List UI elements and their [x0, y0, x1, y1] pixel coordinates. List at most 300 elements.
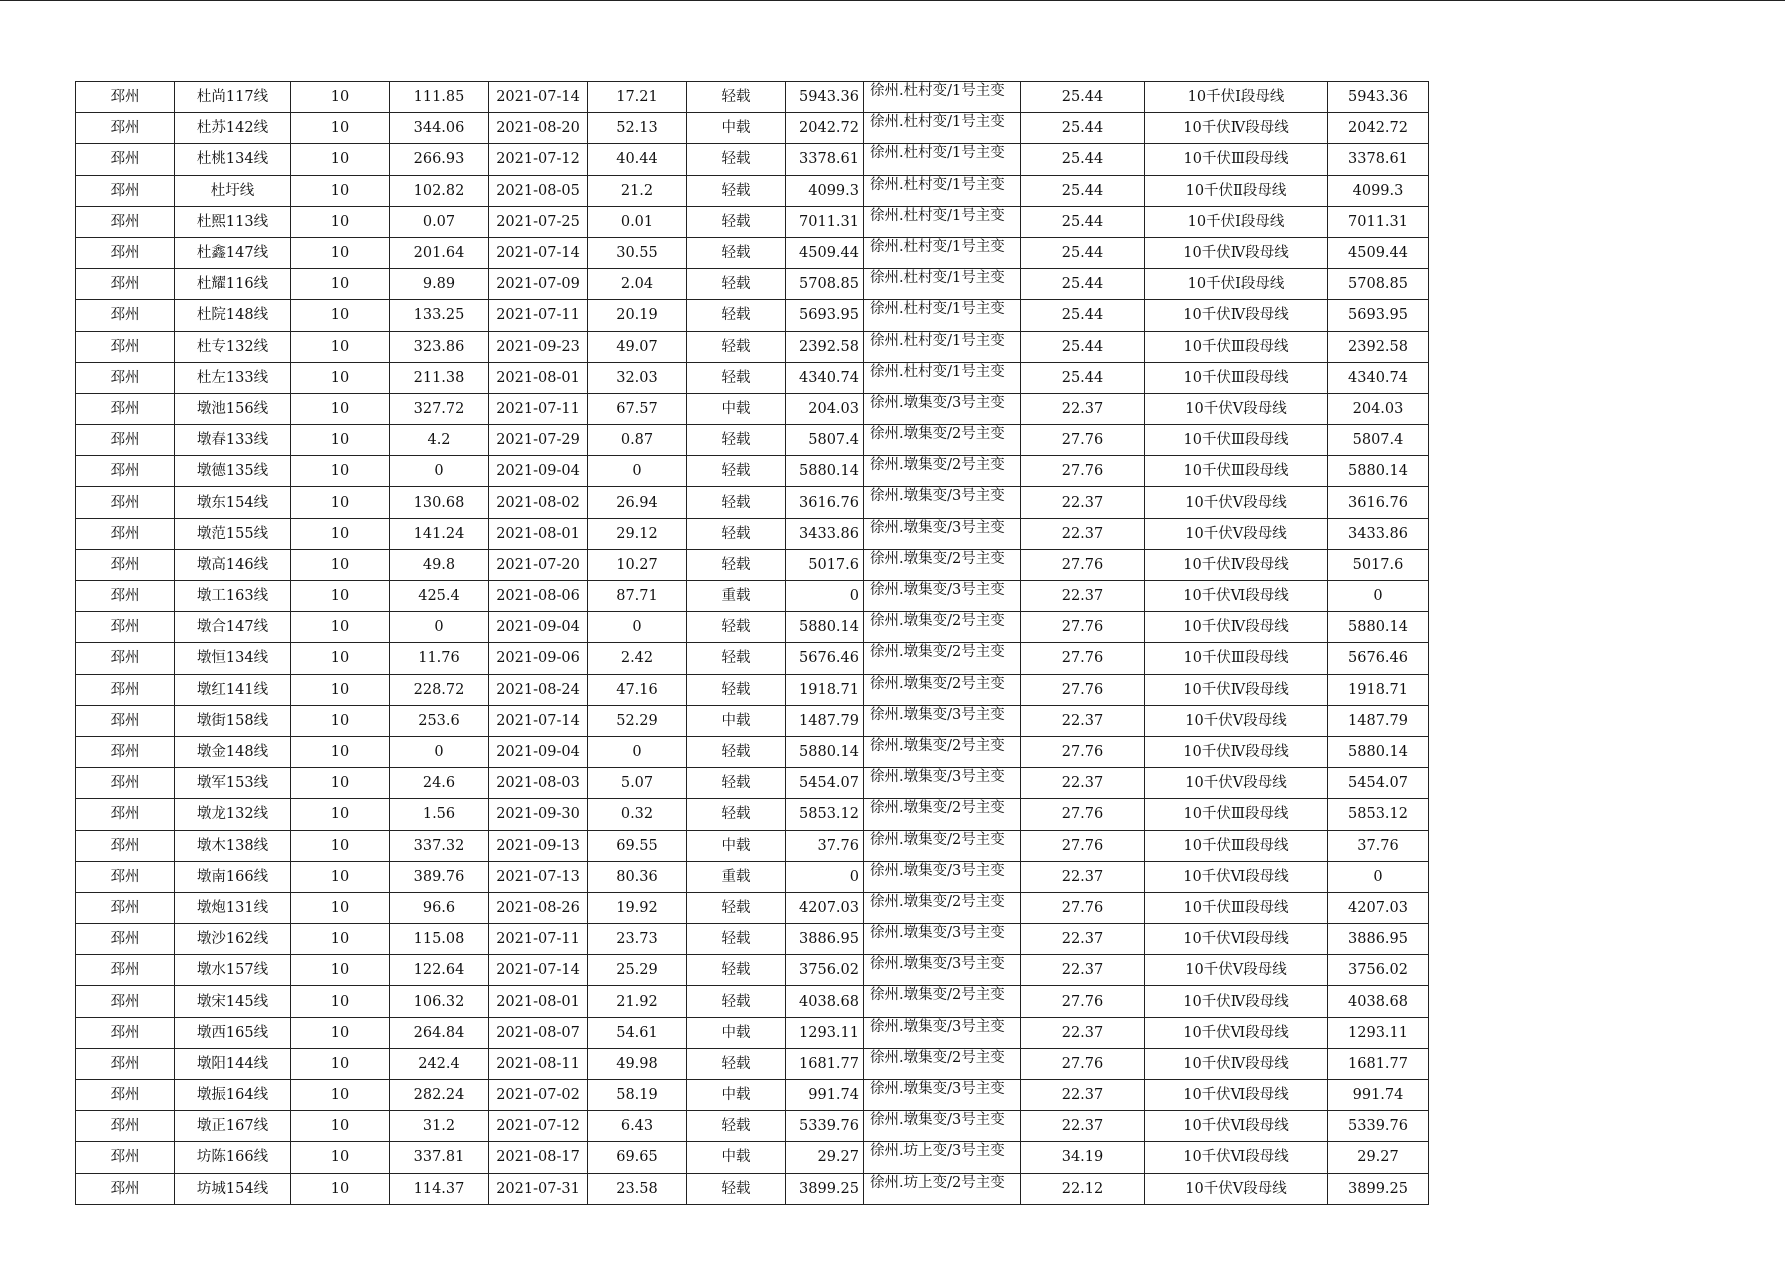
voltage-cell: 10 — [291, 643, 390, 674]
line-name-cell: 墩红141线 — [175, 674, 291, 705]
load-cell: 115.08 — [390, 924, 489, 955]
county-cell: 邳州 — [76, 518, 175, 549]
line-name-cell: 杜苏142线 — [175, 113, 291, 144]
county-cell: 邳州 — [76, 362, 175, 393]
busbar-cell: 10千伏Ⅰ段母线 — [1145, 82, 1328, 113]
load-level-cell: 轻载 — [687, 362, 786, 393]
load-cell: 201.64 — [390, 237, 489, 268]
load-rate-cell: 17.21 — [588, 82, 687, 113]
load-level-cell: 中载 — [687, 1142, 786, 1173]
available-capacity-cell: 2042.72 — [786, 113, 864, 144]
table-row — [76, 393, 1429, 424]
available-capacity-cell: 5708.85 — [786, 269, 864, 300]
line-name-cell: 墩龙132线 — [175, 799, 291, 830]
date-cell: 2021-09-30 — [489, 799, 588, 830]
load-rate-cell: 47.16 — [588, 674, 687, 705]
available-capacity-cell: 5853.12 — [786, 799, 864, 830]
busbar-cell: 10千伏Ⅰ段母线 — [1145, 269, 1328, 300]
voltage-cell: 10 — [291, 768, 390, 799]
load-cell: 228.72 — [390, 674, 489, 705]
table-row — [76, 830, 1429, 861]
bus-available-capacity-cell: 5017.6 — [1328, 549, 1429, 580]
load-cell: 0 — [390, 736, 489, 767]
date-cell: 2021-07-20 — [489, 549, 588, 580]
busbar-cell: 10千伏Ⅲ段母线 — [1145, 643, 1328, 674]
load-level-cell: 轻载 — [687, 1111, 786, 1142]
line-name-cell: 墩东154线 — [175, 487, 291, 518]
busbar-cell: 10千伏Ⅴ段母线 — [1145, 705, 1328, 736]
bus-available-capacity-cell: 5454.07 — [1328, 768, 1429, 799]
table-row — [76, 643, 1429, 674]
transformer-load-rate-cell: 22.37 — [1021, 518, 1145, 549]
load-cell: 4.2 — [390, 425, 489, 456]
available-capacity-cell: 5880.14 — [786, 736, 864, 767]
voltage-cell: 10 — [291, 393, 390, 424]
load-cell: 253.6 — [390, 705, 489, 736]
load-cell: 24.6 — [390, 768, 489, 799]
substation-transformer-cell: 徐州.墩集变/2号主变 — [864, 1048, 1021, 1079]
voltage-cell: 10 — [291, 1080, 390, 1111]
table-row — [76, 1017, 1429, 1048]
load-cell: 327.72 — [390, 393, 489, 424]
voltage-cell: 10 — [291, 1017, 390, 1048]
substation-transformer-cell: 徐州.坊上变/2号主变 — [864, 1173, 1021, 1204]
busbar-cell: 10千伏Ⅳ段母线 — [1145, 674, 1328, 705]
table-row — [76, 1048, 1429, 1079]
voltage-cell: 10 — [291, 581, 390, 612]
available-capacity-cell: 4099.3 — [786, 175, 864, 206]
bus-available-capacity-cell: 4038.68 — [1328, 986, 1429, 1017]
table-row — [76, 955, 1429, 986]
available-capacity-cell: 991.74 — [786, 1080, 864, 1111]
transformer-load-rate-cell: 22.37 — [1021, 487, 1145, 518]
county-cell: 邳州 — [76, 393, 175, 424]
date-cell: 2021-07-09 — [489, 269, 588, 300]
load-level-cell: 轻载 — [687, 1048, 786, 1079]
load-cell: 31.2 — [390, 1111, 489, 1142]
date-cell: 2021-08-07 — [489, 1017, 588, 1048]
load-cell: 266.93 — [390, 144, 489, 175]
load-level-cell: 中载 — [687, 113, 786, 144]
voltage-cell: 10 — [291, 955, 390, 986]
county-cell: 邳州 — [76, 1173, 175, 1204]
load-rate-cell: 87.71 — [588, 581, 687, 612]
load-rate-cell: 0.87 — [588, 425, 687, 456]
busbar-cell: 10千伏Ⅲ段母线 — [1145, 892, 1328, 923]
data-table — [75, 81, 1429, 1205]
county-cell: 邳州 — [76, 175, 175, 206]
load-cell: 211.38 — [390, 362, 489, 393]
available-capacity-cell: 4340.74 — [786, 362, 864, 393]
voltage-cell: 10 — [291, 82, 390, 113]
load-rate-cell: 0 — [588, 736, 687, 767]
transformer-load-rate-cell: 27.76 — [1021, 425, 1145, 456]
load-level-cell: 轻载 — [687, 612, 786, 643]
transformer-load-rate-cell: 27.76 — [1021, 612, 1145, 643]
line-name-cell: 杜专132线 — [175, 331, 291, 362]
available-capacity-cell: 3378.61 — [786, 144, 864, 175]
busbar-cell: 10千伏Ⅵ段母线 — [1145, 1111, 1328, 1142]
available-capacity-cell: 5454.07 — [786, 768, 864, 799]
available-capacity-cell: 37.76 — [786, 830, 864, 861]
load-cell: 264.84 — [390, 1017, 489, 1048]
load-cell: 337.32 — [390, 830, 489, 861]
bus-available-capacity-cell: 5943.36 — [1328, 82, 1429, 113]
substation-transformer-cell: 徐州.墩集变/2号主变 — [864, 612, 1021, 643]
load-cell: 337.81 — [390, 1142, 489, 1173]
table-row — [76, 1173, 1429, 1204]
available-capacity-cell: 204.03 — [786, 393, 864, 424]
substation-transformer-cell: 徐州.墩集变/2号主变 — [864, 892, 1021, 923]
date-cell: 2021-07-14 — [489, 237, 588, 268]
table-row — [76, 1142, 1429, 1173]
transformer-load-rate-cell: 27.76 — [1021, 799, 1145, 830]
available-capacity-cell: 1918.71 — [786, 674, 864, 705]
county-cell: 邳州 — [76, 1017, 175, 1048]
line-name-cell: 墩恒134线 — [175, 643, 291, 674]
date-cell: 2021-07-13 — [489, 861, 588, 892]
busbar-cell: 10千伏Ⅳ段母线 — [1145, 612, 1328, 643]
voltage-cell: 10 — [291, 892, 390, 923]
bus-available-capacity-cell: 991.74 — [1328, 1080, 1429, 1111]
bus-available-capacity-cell: 5339.76 — [1328, 1111, 1429, 1142]
substation-transformer-cell: 徐州.墩集变/3号主变 — [864, 1111, 1021, 1142]
table-row — [76, 1111, 1429, 1142]
load-level-cell: 轻载 — [687, 924, 786, 955]
bus-available-capacity-cell: 5807.4 — [1328, 425, 1429, 456]
busbar-cell: 10千伏Ⅴ段母线 — [1145, 1173, 1328, 1204]
load-level-cell: 轻载 — [687, 1173, 786, 1204]
load-cell: 1.56 — [390, 799, 489, 830]
transformer-load-rate-cell: 27.76 — [1021, 830, 1145, 861]
load-level-cell: 轻载 — [687, 674, 786, 705]
bus-available-capacity-cell: 2392.58 — [1328, 331, 1429, 362]
voltage-cell: 10 — [291, 113, 390, 144]
load-rate-cell: 0.32 — [588, 799, 687, 830]
bus-available-capacity-cell: 4509.44 — [1328, 237, 1429, 268]
substation-transformer-cell: 徐州.墩集变/3号主变 — [864, 924, 1021, 955]
bus-available-capacity-cell: 7011.31 — [1328, 206, 1429, 237]
available-capacity-cell: 5807.4 — [786, 425, 864, 456]
bus-available-capacity-cell: 1681.77 — [1328, 1048, 1429, 1079]
busbar-cell: 10千伏Ⅲ段母线 — [1145, 830, 1328, 861]
table-row — [76, 736, 1429, 767]
table-row — [76, 82, 1429, 113]
bus-available-capacity-cell: 5853.12 — [1328, 799, 1429, 830]
transformer-load-rate-cell: 27.76 — [1021, 986, 1145, 1017]
voltage-cell: 10 — [291, 1142, 390, 1173]
table-row — [76, 300, 1429, 331]
table-row — [76, 175, 1429, 206]
load-cell: 130.68 — [390, 487, 489, 518]
date-cell: 2021-07-29 — [489, 425, 588, 456]
bus-available-capacity-cell: 3378.61 — [1328, 144, 1429, 175]
date-cell: 2021-09-04 — [489, 456, 588, 487]
date-cell: 2021-07-14 — [489, 82, 588, 113]
table-row — [76, 237, 1429, 268]
load-level-cell: 中载 — [687, 705, 786, 736]
line-name-cell: 杜熙113线 — [175, 206, 291, 237]
load-level-cell: 轻载 — [687, 518, 786, 549]
county-cell: 邳州 — [76, 892, 175, 923]
available-capacity-cell: 3616.76 — [786, 487, 864, 518]
load-level-cell: 轻载 — [687, 331, 786, 362]
substation-transformer-cell: 徐州.墩集变/2号主变 — [864, 830, 1021, 861]
date-cell: 2021-07-14 — [489, 705, 588, 736]
voltage-cell: 10 — [291, 799, 390, 830]
load-level-cell: 轻载 — [687, 300, 786, 331]
county-cell: 邳州 — [76, 237, 175, 268]
substation-transformer-cell: 徐州.墩集变/3号主变 — [864, 768, 1021, 799]
available-capacity-cell: 5676.46 — [786, 643, 864, 674]
load-level-cell: 重载 — [687, 861, 786, 892]
date-cell: 2021-07-11 — [489, 393, 588, 424]
bus-available-capacity-cell: 1918.71 — [1328, 674, 1429, 705]
voltage-cell: 10 — [291, 861, 390, 892]
load-level-cell: 轻载 — [687, 799, 786, 830]
bus-available-capacity-cell: 5880.14 — [1328, 612, 1429, 643]
substation-transformer-cell: 徐州.墩集变/2号主变 — [864, 736, 1021, 767]
load-cell: 11.76 — [390, 643, 489, 674]
transformer-load-rate-cell: 25.44 — [1021, 113, 1145, 144]
voltage-cell: 10 — [291, 924, 390, 955]
transformer-load-rate-cell: 25.44 — [1021, 82, 1145, 113]
bus-available-capacity-cell: 3899.25 — [1328, 1173, 1429, 1204]
available-capacity-cell: 0 — [786, 861, 864, 892]
substation-transformer-cell: 徐州.墩集变/3号主变 — [864, 955, 1021, 986]
voltage-cell: 10 — [291, 1111, 390, 1142]
voltage-cell: 10 — [291, 487, 390, 518]
transformer-load-rate-cell: 25.44 — [1021, 269, 1145, 300]
county-cell: 邳州 — [76, 955, 175, 986]
date-cell: 2021-07-14 — [489, 955, 588, 986]
table-row — [76, 674, 1429, 705]
load-rate-cell: 49.07 — [588, 331, 687, 362]
transformer-load-rate-cell: 25.44 — [1021, 362, 1145, 393]
bus-available-capacity-cell: 3756.02 — [1328, 955, 1429, 986]
date-cell: 2021-09-04 — [489, 612, 588, 643]
busbar-cell: 10千伏Ⅵ段母线 — [1145, 1142, 1328, 1173]
date-cell: 2021-09-04 — [489, 736, 588, 767]
substation-transformer-cell: 徐州.杜村变/1号主变 — [864, 113, 1021, 144]
busbar-cell: 10千伏Ⅳ段母线 — [1145, 300, 1328, 331]
substation-transformer-cell: 徐州.坊上变/3号主变 — [864, 1142, 1021, 1173]
table-row — [76, 1080, 1429, 1111]
date-cell: 2021-08-26 — [489, 892, 588, 923]
line-name-cell: 墩木138线 — [175, 830, 291, 861]
load-rate-cell: 29.12 — [588, 518, 687, 549]
available-capacity-cell: 0 — [786, 581, 864, 612]
bus-available-capacity-cell: 1487.79 — [1328, 705, 1429, 736]
load-level-cell: 中载 — [687, 1017, 786, 1048]
bus-available-capacity-cell: 5693.95 — [1328, 300, 1429, 331]
county-cell: 邳州 — [76, 269, 175, 300]
load-rate-cell: 23.58 — [588, 1173, 687, 1204]
line-name-cell: 墩水157线 — [175, 955, 291, 986]
load-cell: 0 — [390, 456, 489, 487]
date-cell: 2021-08-05 — [489, 175, 588, 206]
county-cell: 邳州 — [76, 549, 175, 580]
available-capacity-cell: 5339.76 — [786, 1111, 864, 1142]
bus-available-capacity-cell: 1293.11 — [1328, 1017, 1429, 1048]
county-cell: 邳州 — [76, 487, 175, 518]
line-name-cell: 墩西165线 — [175, 1017, 291, 1048]
table-row — [76, 581, 1429, 612]
load-rate-cell: 69.55 — [588, 830, 687, 861]
load-rate-cell: 69.65 — [588, 1142, 687, 1173]
line-name-cell: 坊城154线 — [175, 1173, 291, 1204]
load-rate-cell: 20.19 — [588, 300, 687, 331]
busbar-cell: 10千伏Ⅵ段母线 — [1145, 1080, 1328, 1111]
substation-transformer-cell: 徐州.墩集变/3号主变 — [864, 581, 1021, 612]
transformer-load-rate-cell: 22.37 — [1021, 581, 1145, 612]
county-cell: 邳州 — [76, 986, 175, 1017]
available-capacity-cell: 5693.95 — [786, 300, 864, 331]
date-cell: 2021-08-01 — [489, 986, 588, 1017]
load-rate-cell: 10.27 — [588, 549, 687, 580]
transformer-load-rate-cell: 25.44 — [1021, 175, 1145, 206]
substation-transformer-cell: 徐州.墩集变/3号主变 — [864, 705, 1021, 736]
load-cell: 0.07 — [390, 206, 489, 237]
busbar-cell: 10千伏Ⅵ段母线 — [1145, 1017, 1328, 1048]
line-name-cell: 墩南166线 — [175, 861, 291, 892]
voltage-cell: 10 — [291, 269, 390, 300]
busbar-cell: 10千伏Ⅵ段母线 — [1145, 861, 1328, 892]
line-name-cell: 墩宋145线 — [175, 986, 291, 1017]
load-level-cell: 重载 — [687, 581, 786, 612]
line-name-cell: 墩振164线 — [175, 1080, 291, 1111]
busbar-cell: 10千伏Ⅳ段母线 — [1145, 237, 1328, 268]
line-name-cell: 墩金148线 — [175, 736, 291, 767]
substation-transformer-cell: 徐州.墩集变/3号主变 — [864, 1017, 1021, 1048]
busbar-cell: 10千伏Ⅲ段母线 — [1145, 425, 1328, 456]
date-cell: 2021-09-23 — [489, 331, 588, 362]
load-level-cell: 中载 — [687, 1080, 786, 1111]
voltage-cell: 10 — [291, 1173, 390, 1204]
bus-available-capacity-cell: 29.27 — [1328, 1142, 1429, 1173]
line-name-cell: 杜院148线 — [175, 300, 291, 331]
substation-transformer-cell: 徐州.墩集变/2号主变 — [864, 674, 1021, 705]
date-cell: 2021-08-01 — [489, 362, 588, 393]
county-cell: 邳州 — [76, 1111, 175, 1142]
substation-transformer-cell: 徐州.墩集变/2号主变 — [864, 425, 1021, 456]
date-cell: 2021-08-02 — [489, 487, 588, 518]
bus-available-capacity-cell: 4207.03 — [1328, 892, 1429, 923]
table-row — [76, 331, 1429, 362]
substation-transformer-cell: 徐州.墩集变/2号主变 — [864, 456, 1021, 487]
busbar-cell: 10千伏Ⅲ段母线 — [1145, 362, 1328, 393]
load-cell: 282.24 — [390, 1080, 489, 1111]
available-capacity-cell: 1293.11 — [786, 1017, 864, 1048]
substation-transformer-cell: 徐州.墩集变/3号主变 — [864, 487, 1021, 518]
date-cell: 2021-08-17 — [489, 1142, 588, 1173]
county-cell: 邳州 — [76, 612, 175, 643]
transformer-load-rate-cell: 22.37 — [1021, 1111, 1145, 1142]
county-cell: 邳州 — [76, 1142, 175, 1173]
bus-available-capacity-cell: 3886.95 — [1328, 924, 1429, 955]
load-rate-cell: 40.44 — [588, 144, 687, 175]
line-name-cell: 墩沙162线 — [175, 924, 291, 955]
load-rate-cell: 0.01 — [588, 206, 687, 237]
transformer-load-rate-cell: 25.44 — [1021, 144, 1145, 175]
load-level-cell: 轻载 — [687, 549, 786, 580]
line-name-cell: 杜圩线 — [175, 175, 291, 206]
substation-transformer-cell: 徐州.墩集变/3号主变 — [864, 1080, 1021, 1111]
available-capacity-cell: 3886.95 — [786, 924, 864, 955]
voltage-cell: 10 — [291, 612, 390, 643]
load-rate-cell: 67.57 — [588, 393, 687, 424]
table-row — [76, 144, 1429, 175]
county-cell: 邳州 — [76, 1080, 175, 1111]
line-name-cell: 杜鑫147线 — [175, 237, 291, 268]
table-row — [76, 861, 1429, 892]
load-rate-cell: 0 — [588, 612, 687, 643]
county-cell: 邳州 — [76, 830, 175, 861]
load-cell: 106.32 — [390, 986, 489, 1017]
busbar-cell: 10千伏Ⅲ段母线 — [1145, 799, 1328, 830]
load-rate-cell: 49.98 — [588, 1048, 687, 1079]
voltage-cell: 10 — [291, 549, 390, 580]
county-cell: 邳州 — [76, 768, 175, 799]
substation-transformer-cell: 徐州.墩集变/2号主变 — [864, 986, 1021, 1017]
voltage-cell: 10 — [291, 456, 390, 487]
busbar-cell: 10千伏Ⅲ段母线 — [1145, 144, 1328, 175]
substation-transformer-cell: 徐州.杜村变/1号主变 — [864, 206, 1021, 237]
available-capacity-cell: 4038.68 — [786, 986, 864, 1017]
available-capacity-cell: 1487.79 — [786, 705, 864, 736]
busbar-cell: 10千伏Ⅰ段母线 — [1145, 206, 1328, 237]
line-name-cell: 杜桃134线 — [175, 144, 291, 175]
busbar-cell: 10千伏Ⅴ段母线 — [1145, 487, 1328, 518]
available-capacity-cell: 4509.44 — [786, 237, 864, 268]
transformer-load-rate-cell: 22.37 — [1021, 393, 1145, 424]
substation-transformer-cell: 徐州.墩集变/3号主变 — [864, 518, 1021, 549]
county-cell: 邳州 — [76, 705, 175, 736]
transformer-load-rate-cell: 27.76 — [1021, 674, 1145, 705]
voltage-cell: 10 — [291, 237, 390, 268]
county-cell: 邳州 — [76, 674, 175, 705]
busbar-cell: 10千伏Ⅳ段母线 — [1145, 736, 1328, 767]
load-level-cell: 轻载 — [687, 986, 786, 1017]
county-cell: 邳州 — [76, 861, 175, 892]
date-cell: 2021-07-12 — [489, 144, 588, 175]
load-level-cell: 轻载 — [687, 82, 786, 113]
voltage-cell: 10 — [291, 705, 390, 736]
table-row — [76, 113, 1429, 144]
busbar-cell: 10千伏Ⅱ段母线 — [1145, 175, 1328, 206]
date-cell: 2021-08-24 — [489, 674, 588, 705]
substation-transformer-cell: 徐州.杜村变/1号主变 — [864, 331, 1021, 362]
transformer-load-rate-cell: 22.37 — [1021, 705, 1145, 736]
transformer-load-rate-cell: 25.44 — [1021, 237, 1145, 268]
transformer-load-rate-cell: 34.19 — [1021, 1142, 1145, 1173]
county-cell: 邳州 — [76, 206, 175, 237]
date-cell: 2021-08-03 — [489, 768, 588, 799]
date-cell: 2021-07-11 — [489, 300, 588, 331]
date-cell: 2021-07-11 — [489, 924, 588, 955]
load-level-cell: 轻载 — [687, 237, 786, 268]
transformer-load-rate-cell: 25.44 — [1021, 300, 1145, 331]
load-rate-cell: 21.92 — [588, 986, 687, 1017]
county-cell: 邳州 — [76, 425, 175, 456]
load-level-cell: 轻载 — [687, 892, 786, 923]
substation-transformer-cell: 徐州.杜村变/1号主变 — [864, 237, 1021, 268]
load-cell: 114.37 — [390, 1173, 489, 1204]
load-level-cell: 中载 — [687, 393, 786, 424]
voltage-cell: 10 — [291, 830, 390, 861]
available-capacity-cell: 2392.58 — [786, 331, 864, 362]
load-cell: 9.89 — [390, 269, 489, 300]
